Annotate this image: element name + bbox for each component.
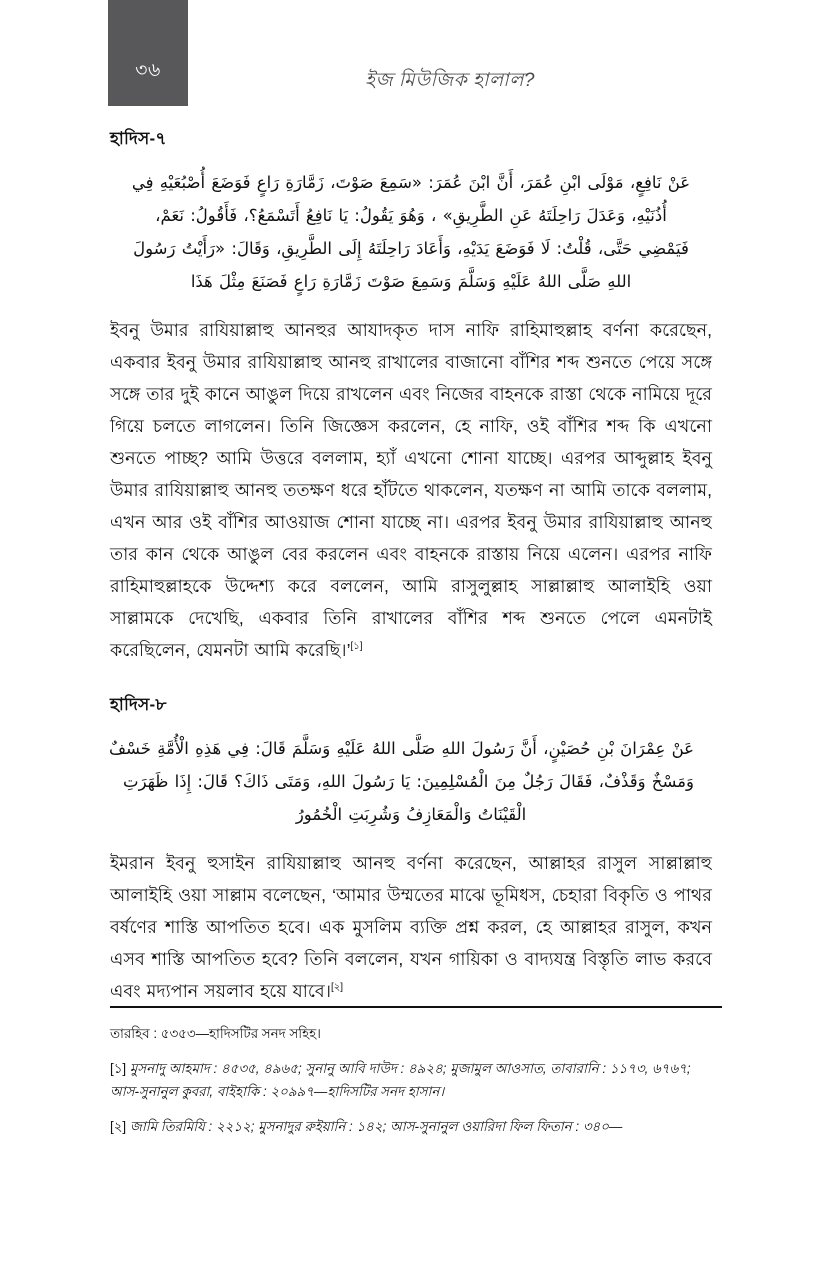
footnote-area (110, 1006, 722, 1150)
translation-paragraph-7 (110, 314, 712, 666)
arabic-line: اللهِ صَلَّى اللهُ عَلَيْهِ وَسَلَّمَ وَسَمِعَ صَوْتَ زَمَّارَةِ رَاعٍ فَصَنَعَ مِثْلَ هَذَا (190, 272, 632, 291)
translation-paragraph-8 (110, 847, 712, 1007)
footnote-marker: [২] (110, 1119, 127, 1135)
footnote-text: মুসনাদু আহমাদ : ৪৫৩৫, ৪৯৬৫; সুনানু আবি দাউদ : ৪৯২৪; মুজামুল আওসাত, তাবারানি : ১১৭৩, ৬৭৬৭; আস-সুনানুল কুবরা, বাইহাকি : ২০৯৯৭—হাদিসটির সনদ হাসান। (110, 1061, 691, 1100)
arabic-line: عَنْ عِمْرَانَ بْنِ حُصَيْنٍ، أَنَّ رَسُولَ اللهِ صَلَّى اللهُ عَلَيْهِ وَسَلَّمَ قَالَ: فِي هَذِهِ الْأُمَّةِ خَسْفٌ (108, 739, 694, 759)
running-title: ইজ মিউজিক হালাল? (365, 70, 535, 91)
footnote-ref-1[interactable]: [১] (350, 641, 363, 653)
folio-number-box (108, 0, 188, 106)
folio-number: ৩৬ (135, 60, 161, 81)
page-header (0, 0, 822, 110)
arabic-line: عَنْ نَافِعٍ، مَوْلَى ابْنِ عُمَرَ، أَنَّ ابْنَ عُمَرَ: «سَمِعَ صَوْتَ، زَمَّارَةِ رَاعٍ فَوَضَعَ أُصْبُعَيْهِ فِي (131, 173, 691, 192)
arabic-line: أُذُنَيْهِ، وَعَدَلَ رَاحِلَتَهُ عَنِ الطَّرِيقِ» ، وَهُوَ يَقُولُ: يَا نَافِعُ أَتَسْمَعُ؟، فَأَقُولُ: نَعَمْ، (155, 206, 667, 225)
translation-text: ইমরান ইবনু হুসাইন রাযিয়াল্লাহু আনহু বর্ণনা করেছেন, আল্লাহর রাসুল সাল্লাল্লাহু আলাইহি ওয়া সাল্লাম বলেছেন, ‘আমার উম্মতের মাঝে ভূমিধস, চেহারা বিকৃতি ও পাথর বর্ষণের শাস্তি আপতিত হবে। এক মুসলিম ব্যক্তি প্রশ্ন করল, হে আল্লাহর রাসুল, কখন এসব শাস্তি আপতিত হবে? তিনি বললেন, যখন গায়িকা ও বাদ্যযন্ত্র বিস্তৃতি লাভ করবে এবং মদ্যপান সয়লাব হয়ে যাবে। (110, 853, 712, 1002)
footnote-separator (110, 1006, 722, 1008)
footnote-entry-2 (110, 1115, 722, 1138)
footnote-top-note: তারহিব : ৫৩৫৩—হাদিসটির সনদ সহিহ। (110, 1026, 321, 1041)
arabic-line: وَمَسْخٌ وَقَذْفٌ، فَقَالَ رَجُلٌ مِنَ الْمُسْلِمِينَ: يَا رَسُولَ اللهِ، وَمَتَى ذَاكَ؟ قَالَ: إِذَا ظَهَرَتِ (123, 772, 694, 792)
hadith-heading-7: হাদিস-৭ (110, 129, 167, 148)
arabic-line: الْقَيْنَاتُ وَالْمَعَازِفُ وَشُرِبَتِ الْخُمُورُ (295, 805, 527, 825)
footnote-ref-2[interactable]: [২] (331, 982, 344, 994)
arabic-quote-8 (108, 732, 694, 831)
footnote-entry-1 (110, 1057, 722, 1103)
footnote-marker: [১] (110, 1061, 127, 1077)
translation-text: ইবনু উমার রাযিয়াল্লাহু আনহুর আযাদকৃত দাস নাফি রাহিমাহুল্লাহ বর্ণনা করেছেন, একবার ইবনু উমার রাযিয়াল্লাহু আনহু রাখালের বাজানো বাঁশির শব্দ শুনতে পেয়ে সঙ্গে সঙ্গে তার দুই কানে আঙুল দিয়ে রাখলেন এবং নিজের বাহনকে রাস্তা থেকে নামিয়ে দূরে গিয়ে চলতে লাগলেন। তিনি জিজ্ঞেস করলেন, হে নাফি, ওই বাঁশির শব্দ কি এখনো শুনতে পাচ্ছ? আমি উত্তরে বললাম, হ্যাঁ এখনো শোনা যাচ্ছে। এরপর আব্দুল্লাহ ইবনু উমার রাযিয়াল্লাহু আনহু ততক্ষণ ধরে হাঁটতে থাকলেন, যতক্ষণ না আমি তাকে বললাম, এখন আর ওই বাঁশির আওয়াজ শোনা যাচ্ছে না। এরপর ইবনু উমার রাযিয়াল্লাহু আনহু তার কান থেকে আঙুল বের করলেন এবং বাহনকে রাস্তায় নিয়ে এলেন। এরপর নাফি রাহিমাহুল্লাহকে উদ্দেশ্য করে বললেন, আমি রাসুলুল্লাহ সাল্লাল্লাহু আলাইহি ওয়া সাল্লামকে দেখেছি, একবার তিনি রাখালের বাঁশির শব্দ শুনতে পেলে এমনটাই করেছিলেন, যেমনটা আমি করেছি।’ (110, 320, 712, 661)
hadith-heading-8: হাদিস-৮ (110, 695, 167, 715)
arabic-line: فَيَمْضِي حَتَّى، قُلْتُ: لَا فَوَضَعَ يَدَيْهِ، وَأَعَادَ رَاحِلَتَهُ إِلَى الطَّرِيقِ، وَقَالَ: «رَأَيْتُ رَسُولَ (133, 239, 689, 258)
footnote-text: জামি তিরমিযি : ২২১২; মুসনাদুর রুইয়ানি : ১৪২; আস-সুনানুল ওয়ারিদা ফিল ফিতান : ৩৪০— (129, 1119, 623, 1135)
page-content (110, 126, 712, 1013)
arabic-quote-7 (128, 166, 694, 298)
